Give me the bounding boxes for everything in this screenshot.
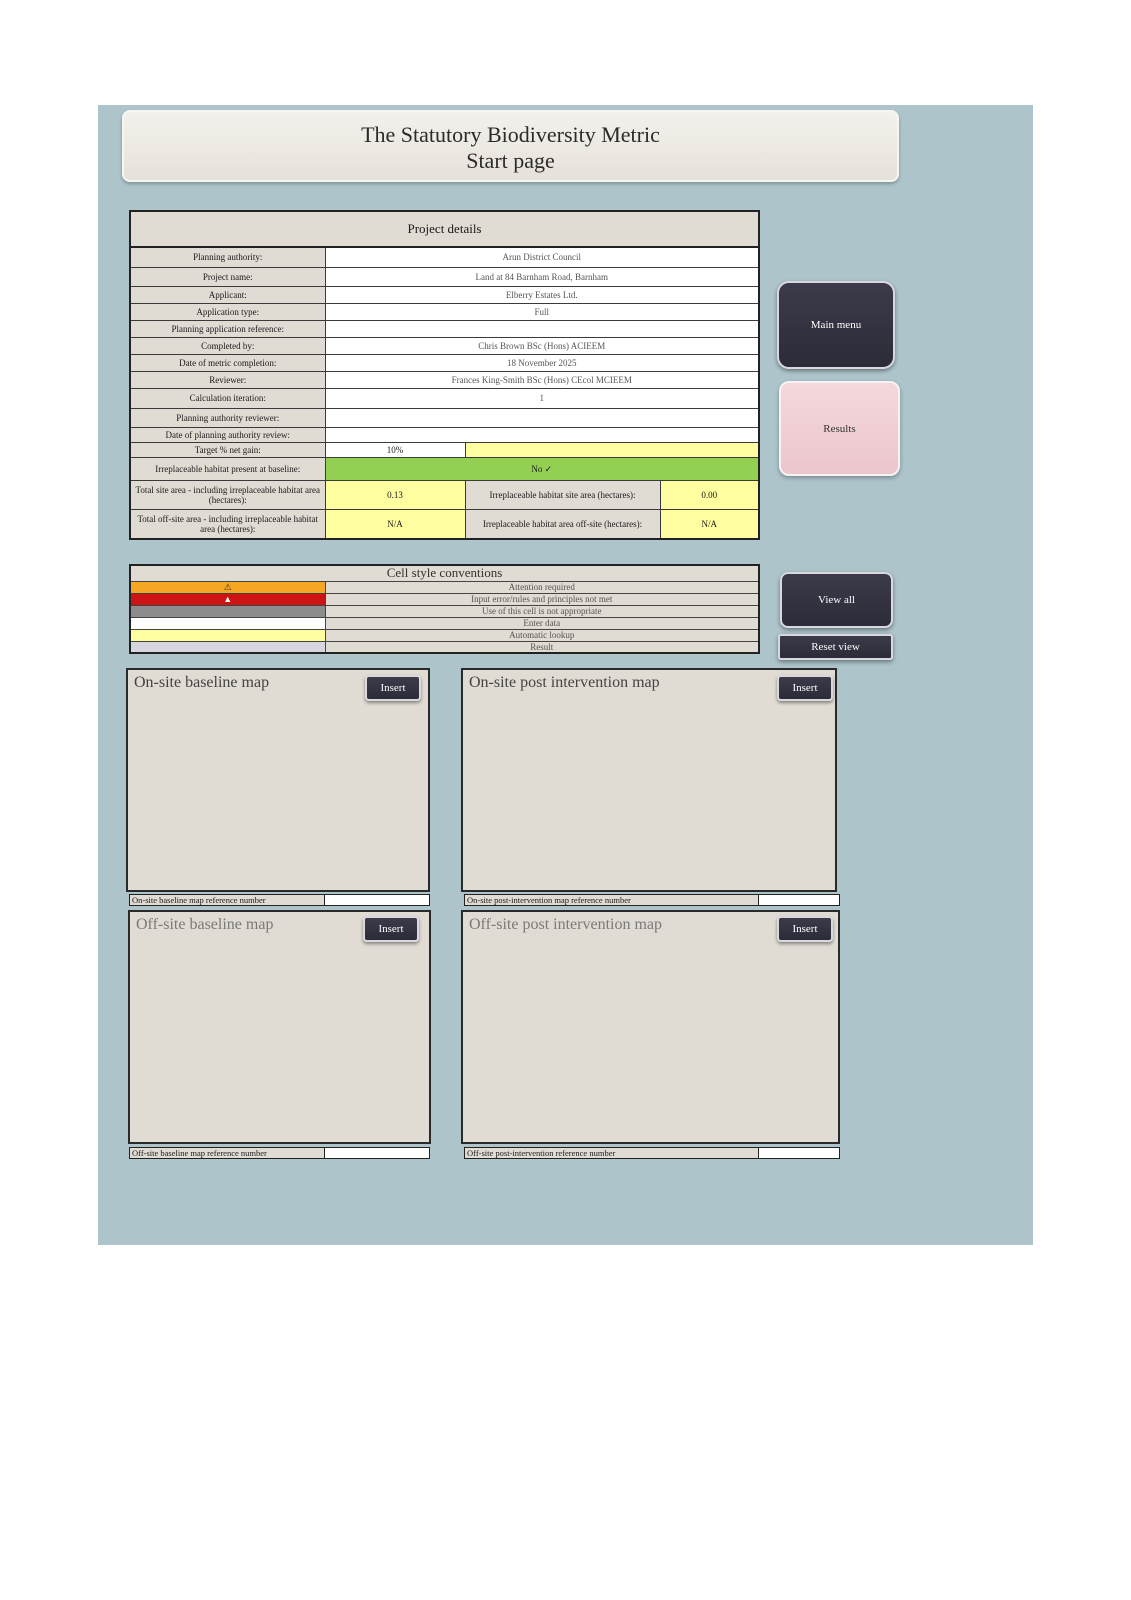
- irreplaceable-habitat-status: No ✓: [325, 457, 759, 481]
- row-label: Planning authority:: [130, 247, 325, 267]
- irreplaceable-site-area-value: 0.00: [660, 481, 759, 510]
- map-title: Off-site post intervention map: [469, 916, 662, 933]
- planning-authority-field[interactable]: Arun District Council: [325, 247, 759, 267]
- map-title: On-site post intervention map: [469, 674, 660, 691]
- row-label: Application type:: [130, 303, 325, 320]
- ref-label: Off-site baseline map reference number: [130, 1148, 325, 1158]
- lookup-swatch: [130, 629, 325, 641]
- cell-style-conventions: [129, 564, 760, 654]
- convention-label: Result: [325, 641, 759, 653]
- reset-view-button[interactable]: Reset view: [778, 634, 893, 660]
- row-label: Date of planning authority review:: [130, 427, 325, 442]
- enter-data-swatch: [130, 617, 325, 629]
- convention-label: Input error/rules and principles not met: [325, 593, 759, 605]
- planning-reference-field[interactable]: [325, 320, 759, 337]
- map-title: Off-site baseline map: [136, 916, 274, 933]
- map-title: On-site baseline map: [134, 674, 270, 691]
- convention-label: Automatic lookup: [325, 629, 759, 641]
- onsite-post-ref-field[interactable]: [759, 895, 839, 905]
- project-details-table: [129, 210, 760, 482]
- onsite-baseline-map[interactable]: [126, 668, 430, 892]
- completion-date-field[interactable]: 18 November 2025: [325, 354, 759, 371]
- row-label: Reviewer:: [130, 371, 325, 388]
- onsite-post-map[interactable]: [461, 668, 837, 892]
- page-title: [122, 110, 899, 182]
- project-name-field[interactable]: Land at 84 Barnham Road, Barnham: [325, 267, 759, 286]
- onsite-post-ref: [464, 894, 840, 906]
- row-label: Total site area - including irreplaceable habitat area (hectares):: [130, 481, 325, 510]
- row-label: Applicant:: [130, 286, 325, 303]
- insert-button[interactable]: Insert: [777, 675, 833, 701]
- offsite-baseline-map[interactable]: [128, 910, 431, 1144]
- calculation-iteration-field[interactable]: 1: [325, 388, 759, 408]
- row-label: Completed by:: [130, 337, 325, 354]
- row-label: Planning application reference:: [130, 320, 325, 337]
- application-type-field[interactable]: Full: [325, 303, 759, 320]
- offsite-post-ref-field[interactable]: [759, 1148, 839, 1158]
- ref-label: Off-site post-intervention reference number: [465, 1148, 759, 1158]
- row-label: Irreplaceable habitat site area (hectares):: [465, 481, 660, 510]
- row-label: Date of metric completion:: [130, 354, 325, 371]
- authority-reviewer-field[interactable]: [325, 408, 759, 427]
- result-swatch: [130, 641, 325, 653]
- ref-label: On-site baseline map reference number: [130, 895, 325, 905]
- row-label: Irreplaceable habitat present at baseline:: [130, 457, 325, 481]
- offsite-post-ref: [464, 1147, 840, 1159]
- row-label: Total off-site area - including irreplaceable habitat area (hectares):: [130, 510, 325, 539]
- convention-label: Enter data: [325, 617, 759, 629]
- offsite-baseline-ref: [129, 1147, 430, 1159]
- area-table: [129, 480, 760, 540]
- results-button[interactable]: Results: [779, 381, 900, 476]
- convention-label: Attention required: [325, 581, 759, 593]
- title-line-1: The Statutory Biodiversity Metric: [361, 122, 660, 147]
- authority-review-date-field[interactable]: [325, 427, 759, 442]
- main-menu-button[interactable]: Main menu: [777, 281, 895, 369]
- not-appropriate-swatch: [130, 605, 325, 617]
- conventions-header: Cell style conventions: [130, 565, 759, 581]
- onsite-baseline-ref-field[interactable]: [325, 895, 429, 905]
- insert-button[interactable]: Insert: [363, 916, 419, 942]
- total-offsite-area-value: N/A: [325, 510, 465, 539]
- title-line-2: Start page: [466, 148, 555, 173]
- row-label: Calculation iteration:: [130, 388, 325, 408]
- reviewer-field[interactable]: Frances King-Smith BSc (Hons) CEcol MCIEEM: [325, 371, 759, 388]
- total-site-area-value: 0.13: [325, 481, 465, 510]
- row-label: Target % net gain:: [130, 442, 325, 457]
- irreplaceable-offsite-area-value: N/A: [660, 510, 759, 539]
- row-label: Irreplaceable habitat area off-site (hectares):: [465, 510, 660, 539]
- applicant-field[interactable]: Elberry Estates Ltd.: [325, 286, 759, 303]
- error-triangle-icon: ▲: [130, 593, 325, 605]
- offsite-baseline-ref-field[interactable]: [325, 1148, 429, 1158]
- insert-button[interactable]: Insert: [365, 675, 421, 701]
- view-all-button[interactable]: View all: [780, 572, 893, 628]
- convention-label: Use of this cell is not appropriate: [325, 605, 759, 617]
- row-label: Project name:: [130, 267, 325, 286]
- offsite-post-map[interactable]: [461, 910, 840, 1144]
- project-details-header: Project details: [130, 211, 759, 247]
- warning-icon: ⚠: [130, 581, 325, 593]
- ref-label: On-site post-intervention map reference number: [465, 895, 759, 905]
- target-lookup-cell: [465, 442, 759, 457]
- completed-by-field[interactable]: Chris Brown BSc (Hons) ACIEEM: [325, 337, 759, 354]
- insert-button[interactable]: Insert: [777, 916, 833, 942]
- target-net-gain-field[interactable]: 10%: [325, 442, 465, 457]
- onsite-baseline-ref: [129, 894, 430, 906]
- row-label: Planning authority reviewer:: [130, 408, 325, 427]
